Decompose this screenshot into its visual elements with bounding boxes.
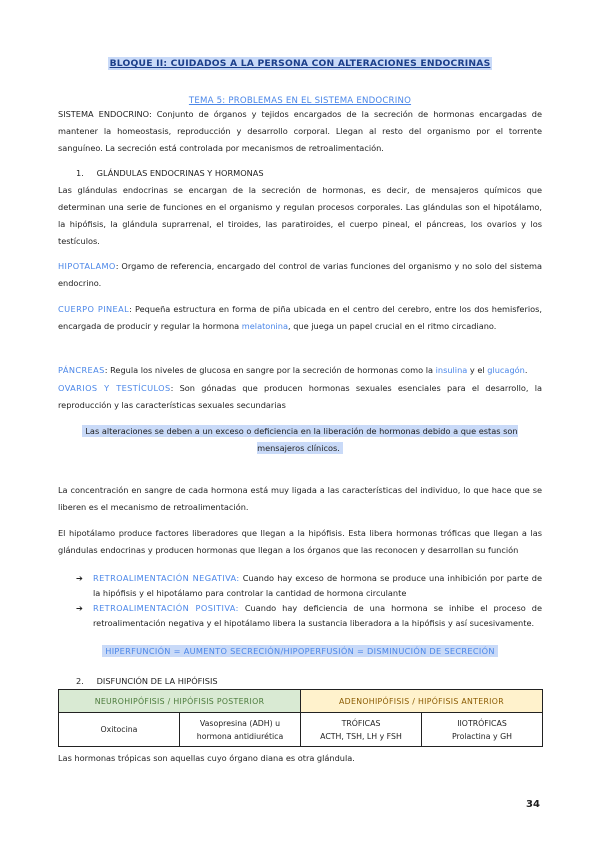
intro-paragraph: SISTEMA ENDOCRINO: Conjunto de órganos y tejidos encargados de la secreción de hormonas encargadas de mantener la homeostasis, reproducción y desarrollo corporal. Llegan al resto del organismo por el torrente sanguíneo. La secreción está controlada por mecanismos de retroalimentación. [58, 109, 542, 153]
term-ovarios-testiculos: OVARIOS Y TESTÍCULOS [58, 383, 171, 393]
pineal-paragraph [58, 301, 542, 335]
page-number: 34 [526, 799, 540, 810]
pancreas-paragraph [58, 362, 542, 379]
term-text: y el [467, 365, 488, 375]
cell-otroficas: IIOTRÓFICAS Prolactina y GH [422, 713, 543, 747]
cell-vasopresina: Vasopresina (ADH) u hormona antidiurética [180, 713, 301, 747]
arrow-icon: ➔ [76, 573, 83, 583]
glands-paragraph: Las glándulas endocrinas se encargan de la secreción de hormonas, es decir, de mensajeros químicos que determinan una serie de funciones en el organismo y regulan procesos corporales. Las glándulas son el hipotálamo, la hipófisis, la glándula suprarrenal, el tiroides, las paratiroides, el cuerpo pineal, el páncreas, los ovarios y los testículos. [58, 185, 542, 246]
tropicas-note: Las hormonas trópicas son aquellas cuyo órgano diana es otra glándula. [58, 753, 355, 763]
section-number: 1. [76, 168, 84, 178]
term-text: , que juega un papel crucial en el ritmo circadiano. [288, 321, 497, 331]
header-adenohipofisis: ADENOHIPÓFISIS / HIPÓFISIS ANTERIOR [301, 690, 543, 713]
positive-feedback-text: Cuando hay deficiencia de una hormona se inhibe el proceso de retroalimentación negativa y el hipotálamo libera la sustancia liberadora a la hipófisis y así sucesivamente. [93, 603, 542, 628]
ovarios-paragraph [58, 380, 542, 414]
term-hipotalamo: HIPOTALAMO [58, 261, 116, 271]
keyword-insulina: insulina [435, 365, 468, 375]
section-heading-glands [76, 165, 264, 182]
term-text: : Orgamo de referencia, encargado del control de varias funciones del organismo y no solo del sistema endocrino. [58, 261, 542, 288]
keyword-melatonina: melatonina [241, 321, 288, 331]
section-number: 2. [76, 676, 84, 686]
section-heading-hipofisis [76, 673, 218, 690]
cell-troficas: TRÓFICAS ACTH, TSH, LH y FSH [301, 713, 422, 747]
list-item-positive-feedback [76, 601, 542, 631]
feedback-list [76, 571, 542, 631]
hipofisis-table [58, 689, 543, 747]
header-neurohipofisis: NEUROHIPÓFISIS / HIPÓFISIS POSTERIOR [59, 690, 301, 713]
positive-feedback-label: RETROALIMENTACIÓN POSITIVA: [93, 603, 239, 613]
hiperfuncion-note: HIPERFUNCIÓN = AUMENTO SECRECIÓN/HIPOPERFUSIÓN = DISMINUCIÓN DE SECRECIÓN [58, 646, 542, 656]
negative-feedback-label: RETROALIMENTACIÓN NEGATIVA: [93, 573, 240, 583]
topic-title: TEMA 5: PROBLEMAS EN EL SISTEMA ENDOCRINO [188, 96, 412, 106]
concentration-paragraph: La concentración en sangre de cada hormona está muy ligada a las características del individuo, lo que hace que se liberen es el mecanismo de retroalimentación. [58, 485, 542, 512]
cell-oxitocina: Oxitocina [59, 713, 180, 747]
hipotalamo-paragraph [58, 258, 542, 292]
section-title: DISFUNCIÓN DE LA HIPÓFISIS [96, 676, 218, 686]
term-text: : Pequeña estructura en forma de piña ubicada en el centro del cerebro, entre los dos hemisferios, encargada de producir y regular la hormona [58, 304, 542, 331]
highlighted-note: Las alteraciones se deben a un exceso o deficiencia en la liberación de hormonas debido a que estas son mensajeros clínicos. [58, 423, 542, 457]
term-text: . [524, 365, 528, 375]
keyword-glucagon: glucagón [487, 365, 525, 375]
negative-feedback-text: Cuando hay exceso de hormona se produce una inhibición por parte de la hipófisis y el hipotálamo para controlar la cantidad de hormona circulante [93, 573, 542, 598]
term-text: : Regula los niveles de glucosa en sangre por la secreción de hormonas como la [104, 365, 436, 375]
table-header-row [59, 690, 543, 713]
table-row [59, 713, 543, 747]
term-text: : Son gónadas que producen hormonas sexuales esenciales para el desarrollo, la reproducción y las características sexuales secundarias [58, 383, 543, 410]
term-pancreas: PÁNCREAS [58, 365, 105, 375]
arrow-icon: ➔ [76, 603, 83, 613]
section-title: GLÁNDULAS ENDOCRINAS Y HORMONAS [96, 168, 264, 178]
term-cuerpo-pineal: CUERPO PINEAL [58, 304, 130, 314]
hypothalamus-paragraph: El hipotálamo produce factores liberadores que llegan a la hipófisis. Esta libera hormonas tróficas que llegan a las glándulas endocrinas y producen hormonas que llegan a los órganos que las reconocen y desarrollan su función [58, 528, 542, 555]
list-item-negative-feedback [76, 571, 542, 601]
block-title: BLOQUE II: CUIDADOS A LA PERSONA CON ALTERACIONES ENDOCRINAS [109, 58, 491, 69]
